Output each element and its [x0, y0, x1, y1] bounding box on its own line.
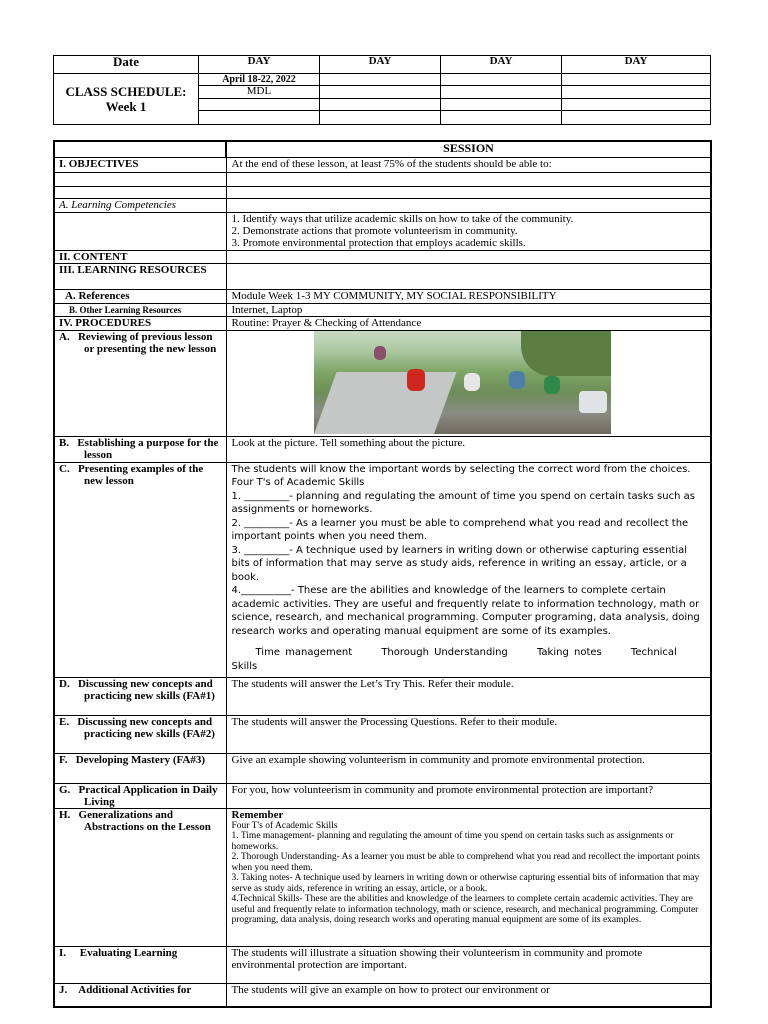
blank-cell: [441, 110, 562, 124]
blank-cell: [320, 86, 441, 98]
blank-cell: [226, 172, 711, 186]
blank-cell: [199, 110, 320, 124]
generalization-line: 1. Time management- planning and regulating the amount of time you spend on certain tasks such as assignments or homeworks.: [231, 831, 674, 852]
procedures-label: IV. PROCEDURES: [54, 316, 226, 330]
volunteers-cleaning-photo: [314, 331, 611, 434]
blank-cell: [441, 98, 562, 110]
generalization-label: H. Generalizations and Abstractions on the Lesson: [54, 808, 226, 946]
day-label-3: DAY: [441, 56, 562, 74]
examples-line: The students will know the important words by selecting the correct word from the choices.: [231, 463, 691, 475]
competencies-label: A. Learning Competencies: [54, 198, 226, 212]
objective-item: 1. Identify ways that utilize academic skills on how to take of the community.: [231, 212, 574, 225]
generalization-line: 4.Technical Skills- These are the abilities and knowledge of the learners to complete certain academic activities. They are useful and frequently relate to information technology, math or science, research, and mechanical programming. Computer programing, data analysis, doing research works and operating manual equipment are some of its examples.: [231, 894, 699, 925]
examples-label: C. Presenting examples of the new lesson: [54, 462, 226, 677]
day-label-1: DAY: [199, 56, 320, 74]
blank-cell: [562, 98, 711, 110]
generalization-line: 3. Taking notes- A technique used by learners in writing down or otherwise capturing essential bits of information that may serve as study aids, reference in writing an essay, article, or a book.: [231, 873, 700, 894]
blank-cell: [562, 86, 711, 98]
examples-line: 1. _________- planning and regulating the amount of time you spend on certain tasks such as assignments or homeworks.: [231, 490, 695, 515]
blank-cell: [441, 74, 562, 86]
choice-word: Technical Skills: [231, 647, 677, 672]
objectives-list: [226, 212, 711, 250]
additional-label: J. Additional Activities for: [54, 983, 226, 1007]
blank-cell: [199, 98, 320, 110]
blank-cell: [54, 172, 226, 186]
review-photo-cell: [226, 330, 711, 436]
other-resources-label: B. Other Learning Resources: [54, 303, 226, 316]
blank-cell: [441, 86, 562, 98]
blank-cell: [562, 74, 711, 86]
session-header: SESSION: [226, 141, 711, 157]
photo-person: [464, 373, 480, 391]
blank-cell: [320, 110, 441, 124]
examples-line: Four T's of Academic Skills: [231, 477, 365, 488]
blank-cell: [226, 263, 711, 289]
objectives-value: At the end of these lesson, at least 75% of the students should be able to:: [226, 157, 711, 172]
evaluation-label: I. Evaluating Learning: [54, 946, 226, 983]
evaluation-value: The students will illustrate a situation showing their volunteerism in community and promote environmental protection are important.: [226, 946, 711, 983]
blank-cell: [320, 98, 441, 110]
blank-cell: [226, 250, 711, 263]
day-label-4: DAY: [562, 56, 711, 74]
blank-cell: [54, 186, 226, 198]
examples-line: 4.__________- These are the abilities and knowledge of the learners to complete certain academic activities. They are useful and frequently relate to information technology, math or science, research, and mechanical programming. Computer programing, data analysis, doing research works and operating manual equipment are some of its examples.: [231, 585, 700, 637]
objective-item: 2. Demonstrate actions that promote volunteerism in community.: [231, 224, 518, 237]
choice-word: Time management: [255, 647, 353, 658]
blank-cell: [226, 186, 711, 198]
procedures-value: Routine: Prayer & Checking of Attendance: [226, 316, 711, 330]
remember-heading: Remember: [231, 808, 284, 821]
photo-person: [374, 346, 386, 360]
blank-cell: [226, 198, 711, 212]
objectives-label: I. OBJECTIVES: [54, 157, 226, 172]
photo-road: [314, 372, 457, 434]
fa2-label: E. Discussing new concepts and practicing new skills (FA#2): [54, 715, 226, 753]
application-label: G. Practical Application in Daily Living: [54, 783, 226, 808]
objective-item: 3. Promote environmental protection that employs academic skills.: [231, 236, 526, 249]
content-label: II. CONTENT: [54, 250, 226, 263]
date-label: Date: [54, 56, 199, 74]
mode-value: MDL: [199, 86, 320, 98]
fa1-value: The students will answer the Let’s Try This. Refer their module.: [226, 677, 711, 715]
fa1-label: D. Discussing new concepts and practicing new skills (FA#1): [54, 677, 226, 715]
photo-trees: [521, 331, 611, 376]
day-label-2: DAY: [320, 56, 441, 74]
blank-cell: [562, 110, 711, 124]
resources-label: III. LEARNING RESOURCES: [54, 263, 226, 289]
schedule-header-table: [53, 55, 711, 125]
photo-person: [407, 369, 425, 391]
generalization-line: 2. Thorough Understanding- As a learner you must be able to comprehend what you read and recollect the important points when you need them.: [231, 852, 700, 873]
other-resources-value: Internet, Laptop: [226, 303, 711, 316]
application-value: For you, how volunteerism in community and promote environmental protection are important?: [226, 783, 711, 808]
review-label: A. Reviewing of previous lesson or presenting the new lesson: [54, 330, 226, 436]
mastery-label: F. Developing Mastery (FA#3): [54, 753, 226, 783]
examples-value: [226, 462, 711, 677]
choice-word: Taking notes: [536, 647, 602, 658]
purpose-label: B. Establishing a purpose for the lesson: [54, 436, 226, 462]
class-schedule-label: CLASS SCHEDULE: Week 1: [54, 74, 199, 125]
purpose-value: Look at the picture. Tell something about the picture.: [226, 436, 711, 462]
photo-bag: [579, 391, 607, 413]
blank-cell: [54, 141, 226, 157]
generalization-value: [226, 808, 711, 946]
lesson-plan-table: [53, 140, 712, 1008]
blank-cell: [54, 212, 226, 250]
blank-cell: [320, 74, 441, 86]
references-label: A. References: [54, 289, 226, 303]
fa2-value: The students will answer the Processing Questions. Refer to their module.: [226, 715, 711, 753]
generalization-title: Four T's of Academic Skills: [231, 820, 338, 831]
references-value: Module Week 1-3 MY COMMUNITY, MY SOCIAL RESPONSIBILITY: [226, 289, 711, 303]
photo-person: [544, 376, 560, 394]
choice-word: Thorough Understanding: [381, 647, 508, 658]
photo-person: [509, 371, 525, 389]
examples-line: 3. _________- A technique used by learners in writing down or otherwise capturing essential bits of information that may serve as study aids, reference in writing an essay, article, or a book.: [231, 544, 688, 583]
additional-value: The students will give an example on how to protect our environment or: [226, 983, 711, 1007]
word-choices: [232, 646, 707, 673]
mastery-value: Give an example showing volunteerism in community and promote environmental protection.: [226, 753, 711, 783]
examples-line: 2. _________- As a learner you must be able to comprehend what you read and recollect the important points when you need them.: [231, 517, 689, 542]
date-value: April 18-22, 2022: [199, 74, 320, 86]
